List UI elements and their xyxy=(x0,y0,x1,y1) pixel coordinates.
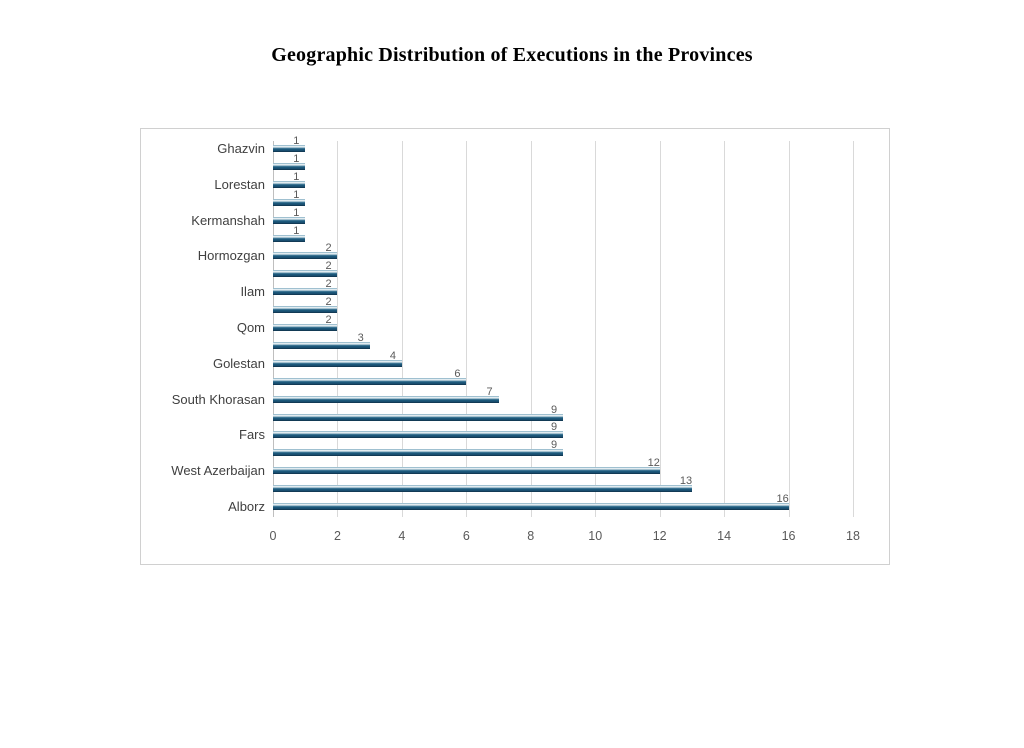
x-tick-label: 14 xyxy=(717,529,732,543)
chart-bar-row xyxy=(171,385,853,414)
chart-bar xyxy=(273,503,789,510)
chart-bar-value-label: 1 xyxy=(293,135,300,147)
chart-bar xyxy=(273,467,660,474)
chart-bar-row xyxy=(273,331,853,360)
page-title: Geographic Distribution of Executions in the Provinces xyxy=(271,44,753,66)
x-tick-label: 8 xyxy=(527,529,535,543)
chart-bar xyxy=(273,431,563,438)
y-category-label: West Azerbaijan xyxy=(171,463,265,479)
chart-bar-value-label: 1 xyxy=(293,224,300,237)
chart-bar-value-label: 7 xyxy=(486,385,493,398)
chart-plot-frame xyxy=(140,128,890,565)
chart-bar-row xyxy=(228,493,853,521)
chart-bars xyxy=(171,135,853,517)
chart-plot-area xyxy=(171,135,860,543)
chart-bar xyxy=(273,396,499,403)
chart-bar-row xyxy=(273,224,853,253)
x-tick-label: 6 xyxy=(462,529,470,543)
y-category-label: Golestan xyxy=(212,355,265,371)
chart-bar-value-label: 9 xyxy=(551,439,558,452)
chart-bar-row xyxy=(273,439,853,470)
chart-bar-value-label: 2 xyxy=(325,314,332,327)
x-tick-label: 2 xyxy=(333,529,341,543)
chart-bar-value-label: 9 xyxy=(551,421,558,434)
chart-bar-row xyxy=(197,242,853,273)
y-category-label: Fars xyxy=(239,427,265,443)
gridline xyxy=(853,141,854,517)
chart-bar xyxy=(273,217,305,224)
chart-bar-value-label: 1 xyxy=(293,206,300,219)
chart-bar-row xyxy=(273,188,853,217)
chart-bar-row xyxy=(191,206,853,235)
y-category-label: Ilam xyxy=(240,284,265,300)
chart-bar xyxy=(273,414,563,421)
chart-bar-value-label: 12 xyxy=(647,457,660,470)
chart-bar xyxy=(273,342,370,349)
chart-bar-value-label: 4 xyxy=(389,349,396,362)
chart-bar-row xyxy=(240,278,853,309)
chart-bar-row xyxy=(273,260,853,291)
chart-bar xyxy=(273,199,305,206)
x-tick-label: 10 xyxy=(588,529,603,543)
x-tick-label: 0 xyxy=(269,529,277,543)
y-category-label: Hormozgan xyxy=(197,248,265,264)
chart-bar-value-label: 16 xyxy=(776,493,789,506)
chart-bar-row xyxy=(212,349,853,378)
chart-bar xyxy=(273,360,402,367)
y-category-label: South Khorasan xyxy=(171,391,265,407)
chart-bar-value-label: 1 xyxy=(293,170,300,183)
x-tick-label: 16 xyxy=(781,529,796,543)
x-tick-label: 18 xyxy=(846,529,860,543)
chart-bar-value-label: 2 xyxy=(325,296,332,309)
chart-bar-row xyxy=(273,367,853,396)
chart-bar-value-label: 6 xyxy=(454,367,461,380)
y-category-label: Qom xyxy=(236,320,265,336)
chart-bar-value-label: 2 xyxy=(325,242,332,255)
chart-bar-value-label: 13 xyxy=(679,475,693,488)
chart-bar-row xyxy=(217,135,853,163)
chart-bar-value-label: 9 xyxy=(551,403,558,416)
y-category-label: Ghazvin xyxy=(217,141,265,156)
chart-bar-row xyxy=(273,403,853,432)
chart-bar-row xyxy=(239,421,853,452)
chart-bar xyxy=(273,378,466,385)
chart-bar xyxy=(273,485,692,492)
chart-bar-row xyxy=(171,457,853,488)
y-category-label: Alborz xyxy=(228,499,265,515)
chart-bar-row xyxy=(273,152,853,181)
chart-bar-row xyxy=(273,296,853,327)
chart-bar xyxy=(273,181,305,188)
chart-bar xyxy=(273,235,305,242)
y-category-label: Lorestan xyxy=(214,176,265,192)
chart-bar-row xyxy=(214,170,853,199)
x-tick-label: 12 xyxy=(652,529,667,543)
x-tick-label: 4 xyxy=(398,529,406,543)
chart-bar xyxy=(273,145,305,152)
chart-bar-value-label: 2 xyxy=(325,260,332,273)
chart-bar-value-label: 1 xyxy=(293,152,300,165)
chart-bar-value-label: 1 xyxy=(293,188,300,201)
chart-bar-value-label: 2 xyxy=(325,278,332,291)
chart-bar-row xyxy=(273,475,853,506)
chart-bar xyxy=(273,449,563,456)
chart-bar xyxy=(273,163,305,170)
y-category-label: Kermanshah xyxy=(191,212,265,228)
chart-bar-value-label: 3 xyxy=(357,331,364,344)
